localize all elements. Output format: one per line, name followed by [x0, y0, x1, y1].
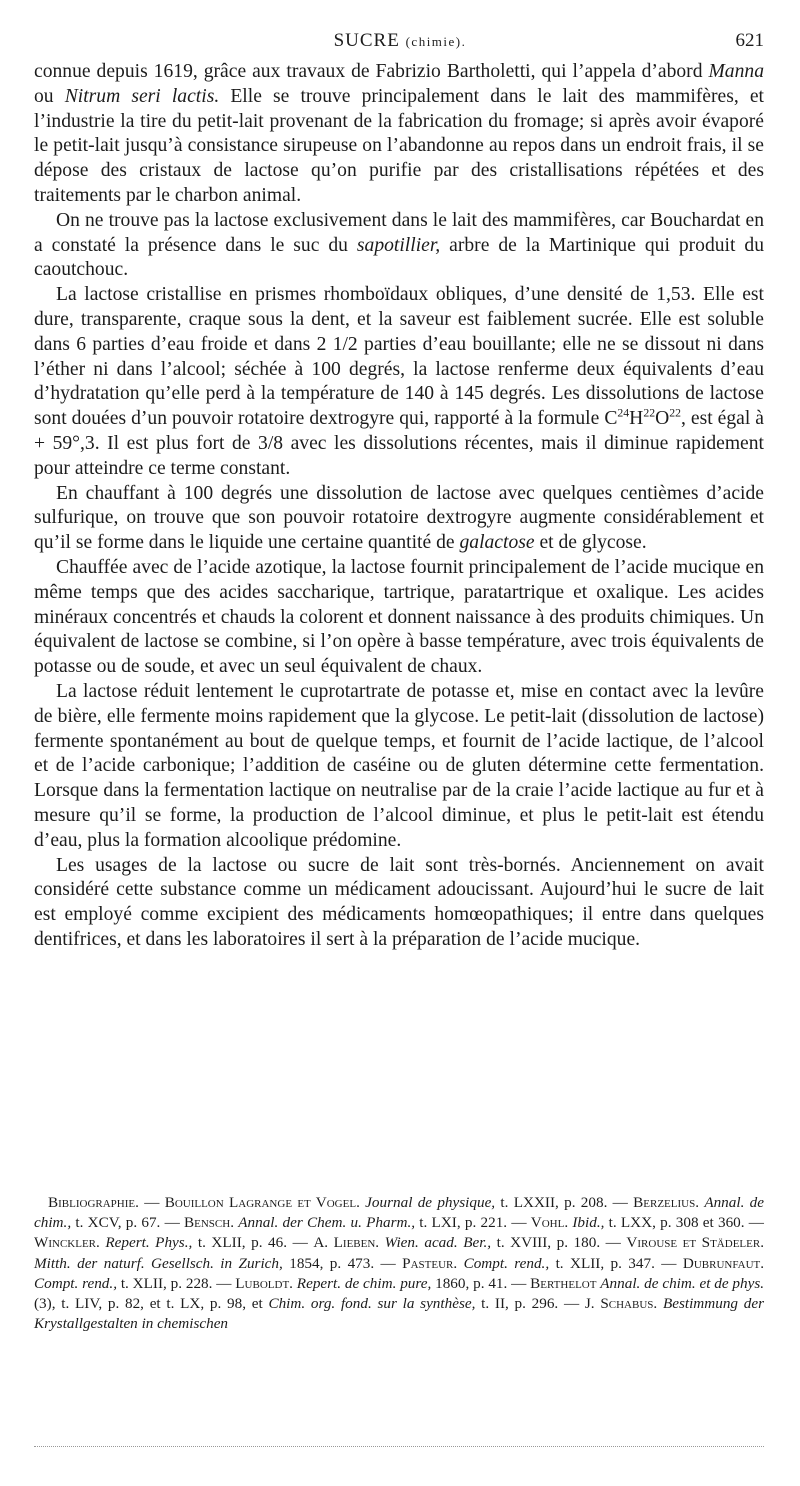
bibliography-journal: Ibid.,: [572, 1214, 605, 1232]
bibliography-entry: — Bouillon Lagrange et Vogel. Journal de physique, t. LXXII, p. 208.: [138, 1194, 608, 1211]
paragraph-7: Les usages de la lactose ou sucre de lait sont très-bornés. Anciennement on avait considéré cette substance comme un médicament adoucissant. Aujourd’hui le sucre de lait est employé comme excipient des médicaments homœopathiques; il entre dans quelques dentifrices, et dans les laboratoires il sert à la préparation de l’acide mucique.: [34, 854, 764, 950]
bibliography-label: Bibliographie.: [48, 1194, 139, 1211]
footer-dotted-rule: [34, 1446, 764, 1449]
paragraph-6: La lactose réduit lentement le cuprotartrate de potasse et, mise en contact avec la levûre de bière, elle fermente moins rapidement que la glycose. Le petit-lait (dissolution de lactose) fermente spontanément au bout de quelque temps, et fournit de l’acide lactique, de l’alcool et de l’acide carbonique; l’addition de caséine ou de gluten détermine cette fermentation. Lorsque dans la fermentation lactique on neutralise par de la craie l’acide lactique au fur et à mesure qu’il se forme, la production de l’alcool diminue, et plus le petit-lait est étendu d’eau, plus la formation alcoolique prédomine.: [34, 680, 764, 851]
bibliography-journal: Repert. Phys.,: [105, 1234, 193, 1252]
bibliography-author: Virouse et Städeler.: [626, 1234, 764, 1252]
article-body: [34, 60, 764, 953]
bibliography-author: Bouillon Lagrange et Vogel.: [164, 1194, 360, 1211]
bibliography-author: Pasteur.: [402, 1254, 458, 1272]
bibliography-ref: t. LXXII, p. 208.: [500, 1194, 608, 1211]
bibliography-entry: — Luboldt. Repert. de chim. pure, 1860, p. 41.: [212, 1274, 508, 1292]
header-title: [34, 30, 766, 52]
bibliography-journal: Compt. rend.,: [34, 1274, 117, 1292]
bibliography-author: Vohl.: [530, 1214, 569, 1232]
bibliography-entry: [263, 1295, 559, 1312]
bibliography-journal: Annal. der Chem. u. Pharm.,: [238, 1214, 416, 1232]
bibliography-ref: t. XVIII, p. 180.: [496, 1234, 601, 1252]
bibliography-entry: — Pasteur. Compt. rend., t. XLII, p. 347.: [374, 1254, 655, 1272]
running-header: [34, 30, 766, 56]
bibliography-entry: — Dubrunfaut. Compt. rend., t. XLII, p. 228.: [34, 1254, 765, 1292]
bibliography-journal: Mitth. der naturf. Gesellsch. in Zurich,: [34, 1254, 283, 1272]
bibliography-author: Bensch.: [184, 1214, 235, 1232]
bibliography-entry: — Berzelius. Annal. de chim., t. XCV, p. 67.: [34, 1194, 765, 1232]
bibliography-journal: Bestimmung der Krystallgestalten in chemischen: [34, 1295, 764, 1333]
bibliography-entry: — Virouse et Städeler. Mitth. der naturf. Gesellsch. in Zurich, 1854, p. 473.: [34, 1234, 764, 1272]
bibliography-ref: t. XLII, p. 347.: [555, 1254, 655, 1272]
bibliography-author: Luboldt.: [235, 1274, 293, 1292]
bibliography-ref: 1860, p. 41.: [435, 1274, 508, 1292]
bibliography-journal: Chim. org. fond. sur la synthèse,: [268, 1295, 476, 1313]
bibliography-author: Berthelot: [530, 1274, 597, 1292]
bibliography-journal: Annal. de chim.,: [34, 1194, 765, 1232]
page-number: 621: [735, 30, 764, 51]
bibliography-author: Winckler.: [34, 1234, 100, 1252]
bibliography-ref: t. XLII, p. 228.: [120, 1274, 213, 1292]
bibliography-entry: — J. Schabus. Bestimmung der Krystallgestalten in chemischen: [34, 1295, 764, 1333]
paragraph-4: En chauffant à 100 degrés une dissolution de lactose avec quelques centièmes d’acide sulfurique, on trouve que son pouvoir rotatoire dextrogyre augmente considérablement et qu’il se forme dans le liquide une certaine quantité de galactose et de glycose.: [34, 482, 764, 554]
bibliography-ref: 1854, p. 473.: [289, 1254, 375, 1272]
bibliography-entry: — Bensch. Annal. der Chem. u. Pharm., t. LXI, p. 221.: [160, 1214, 508, 1232]
header-title-subtitle: (chimie).: [405, 34, 467, 49]
bibliography-paragraph: [34, 1193, 764, 1334]
bibliography-ref: t. II, p. 296.: [481, 1295, 559, 1313]
bibliography-ref: t. LXX, p. 308 et 360.: [608, 1214, 745, 1232]
bibliography-journal: Compt. rend.,: [463, 1254, 550, 1272]
paragraph-3: La lactose cristallise en prismes rhomboïdaux obliques, d’une densité de 1,53. Elle est dure, transparente, craque sous la dent, et la saveur est faiblement sucrée. Elle est soluble dans 6 parties d’eau froide et dans 2 1/2 parties d’eau bouillante; elle ne se dissout ni dans l’éther ni dans l’alcool; séchée à 100 degrés, la lactose renferme deux équivalents d’eau d’hydratation qu’elle perd à la température de 140 à 145 degrés. Les dissolutions de lactose sont douées d’un pouvoir rotatoire dextrogyre qui, rapporté à la formule $C^{24}H^{22}O^{22}$, est égal à + 59°,3. Il est plus fort de 3/8 avec les dissolutions récentes, mais il diminue rapidement pour atteindre ce terme constant.: [34, 284, 764, 479]
bibliography-ref: t. LXI, p. 221.: [419, 1214, 508, 1232]
bibliography-author: J. Schabus.: [584, 1295, 658, 1313]
paragraph-1: connue depuis 1619, grâce aux travaux de Fabrizio Bartholetti, qui l’appela d’abord Manna ou Nitrum seri lactis. Elle se trouve principalement dans le lait des mammifères, et l’industrie la tire du petit-lait provenant de la fabrication du fromage; si après avoir évaporé le petit-lait jusqu’à consistance sirupeuse on l’abandonne au repos dans un endroit frais, il se dépose des cristaux de lactose qu’on purifie par des cristallisations répétées et des traitements par le charbon animal.: [34, 61, 764, 206]
lactose-formula: $C^{24}H^{22}O^{22}$: [604, 406, 681, 430]
bibliography-journal: Wien. acad. Ber.,: [384, 1234, 492, 1252]
bibliography-author: A. Lieben.: [313, 1234, 380, 1252]
bibliography-entry: — Vohl. Ibid., t. LXX, p. 308 et 360.: [507, 1214, 745, 1232]
bibliography-entry: — Berthelot Annal. de chim. et de phys. (3), t. LIV, p. 82, et t. LX, p. 98, et: [34, 1274, 765, 1313]
paragraph-5: Chauffée avec de l’acide azotique, la lactose fournit principalement de l’acide mucique en même temps que des acides saccharique, tartrique, paratartrique et oxalique. Les acides minéraux concentrés et chauds la colorent et donnent naissance à des produits chimiques. Un équivalent de lactose se combine, si l’on opère à basse température, avec trois équivalents de potasse ou de soude, et avec un seul équivalent de chaux.: [34, 556, 764, 678]
header-title-main: SUCRE: [333, 30, 400, 51]
paragraph-2: On ne trouve pas la lactose exclusivement dans le lait des mammifères, car Bouchardat en a constaté la présence dans le suc du sapotillier, arbre de la Martinique qui produit du caoutchouc.: [34, 209, 764, 281]
bibliography-author: Dubrunfaut.: [682, 1254, 765, 1272]
bibliography-journal: Repert. de chim. pure,: [296, 1274, 432, 1292]
bibliography-entry: — Winckler. Repert. Phys., t. XLII, p. 46.: [34, 1214, 764, 1252]
bibliography-ref: (3), t. LIV, p. 82, et t. LX, p. 98, et: [34, 1295, 263, 1313]
bibliography: [34, 1193, 764, 1334]
bibliography-ref: t. XCV, p. 67.: [75, 1214, 161, 1232]
bibliography-entry: — A. Lieben. Wien. acad. Ber., t. XVIII, p. 180.: [287, 1234, 601, 1252]
bibliography-journal: Journal de physique,: [365, 1194, 496, 1211]
bibliography-author: Berzelius.: [633, 1194, 700, 1211]
bibliography-journal: Annal. de chim. et de phys.: [600, 1274, 765, 1292]
bibliography-ref: t. XLII, p. 46.: [197, 1234, 288, 1252]
